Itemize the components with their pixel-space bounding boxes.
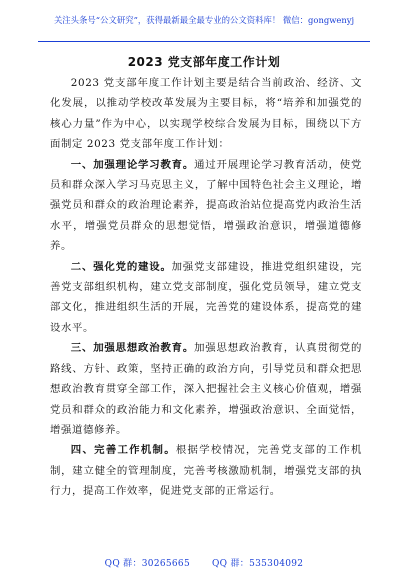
footer-contact xyxy=(0,556,408,569)
section-text-3: 加强思想政治教育，认真贯彻党的路线、方针、政策，坚持正确的政治方向，引导党员和群众把思想政治教育贯穿全部工作，深入把握社会主义核心价值观，增强党员和群众的政治能力和文化素养，增强政治意识、全面觉悟，增强道德修养。 xyxy=(50,342,362,436)
section-text-4: 根据学校情况，完善党支部的工作机制，建立健全的管理制度，完善考核激励机制，增强党支部的执行力，提高工作效率，促进党支部的正常运行。 xyxy=(50,444,362,498)
section-text-1: 通过开展理论学习教育活动，使党员和群众深入学习马克思主义，了解中国特色社会主义理论，增强党员和群众的政治理论素养，提高政治站位提高党内政治生活水平，增强党员群众的思想觉悟，增强政治意识，增强道德修养。 xyxy=(50,158,362,253)
footer-qq-group-1: QQ 群：30265665 xyxy=(104,559,190,569)
header-divider xyxy=(38,41,370,42)
document-body xyxy=(50,73,362,502)
section-paragraph-2 xyxy=(50,257,362,339)
section-heading-1: 一、加强理论学习教育。 xyxy=(70,158,195,171)
section-text-2: 加强党支部建设，推进党组织建设，完善党支部组织机构，建立党支部制度，强化党员领导，建立党支部文化，推进组织生活的开展，完善党的建设体系，提高党的建设水平。 xyxy=(50,260,362,334)
section-paragraph-4 xyxy=(50,440,362,501)
header-promo-note: 关注头条号“公文研究”，获得最新最全最专业的公文资料库！ 微信：gongwenyj xyxy=(53,15,355,25)
intro-paragraph: 2023 党支部年度工作计划主要是结合当前政治、经济、文化发展，以推动学校改革发展为主要目标，将“培养和加强党的核心力量”作为中心，以实现学校综合发展为目标，围绕以下方面制定 2023 党支部年度工作计划： xyxy=(50,77,362,151)
section-paragraph-1 xyxy=(50,155,362,257)
section-heading-3: 三、加强思想政治教育。 xyxy=(70,342,195,355)
section-paragraph-3 xyxy=(50,338,362,440)
document-title: 2023 党支部年度工作计划 xyxy=(127,55,281,69)
section-heading-4: 四、完善工作机制。 xyxy=(70,444,176,457)
footer-qq-group-2: QQ 群：535304092 xyxy=(211,559,304,569)
section-heading-2: 二、强化党的建设。 xyxy=(70,260,172,273)
